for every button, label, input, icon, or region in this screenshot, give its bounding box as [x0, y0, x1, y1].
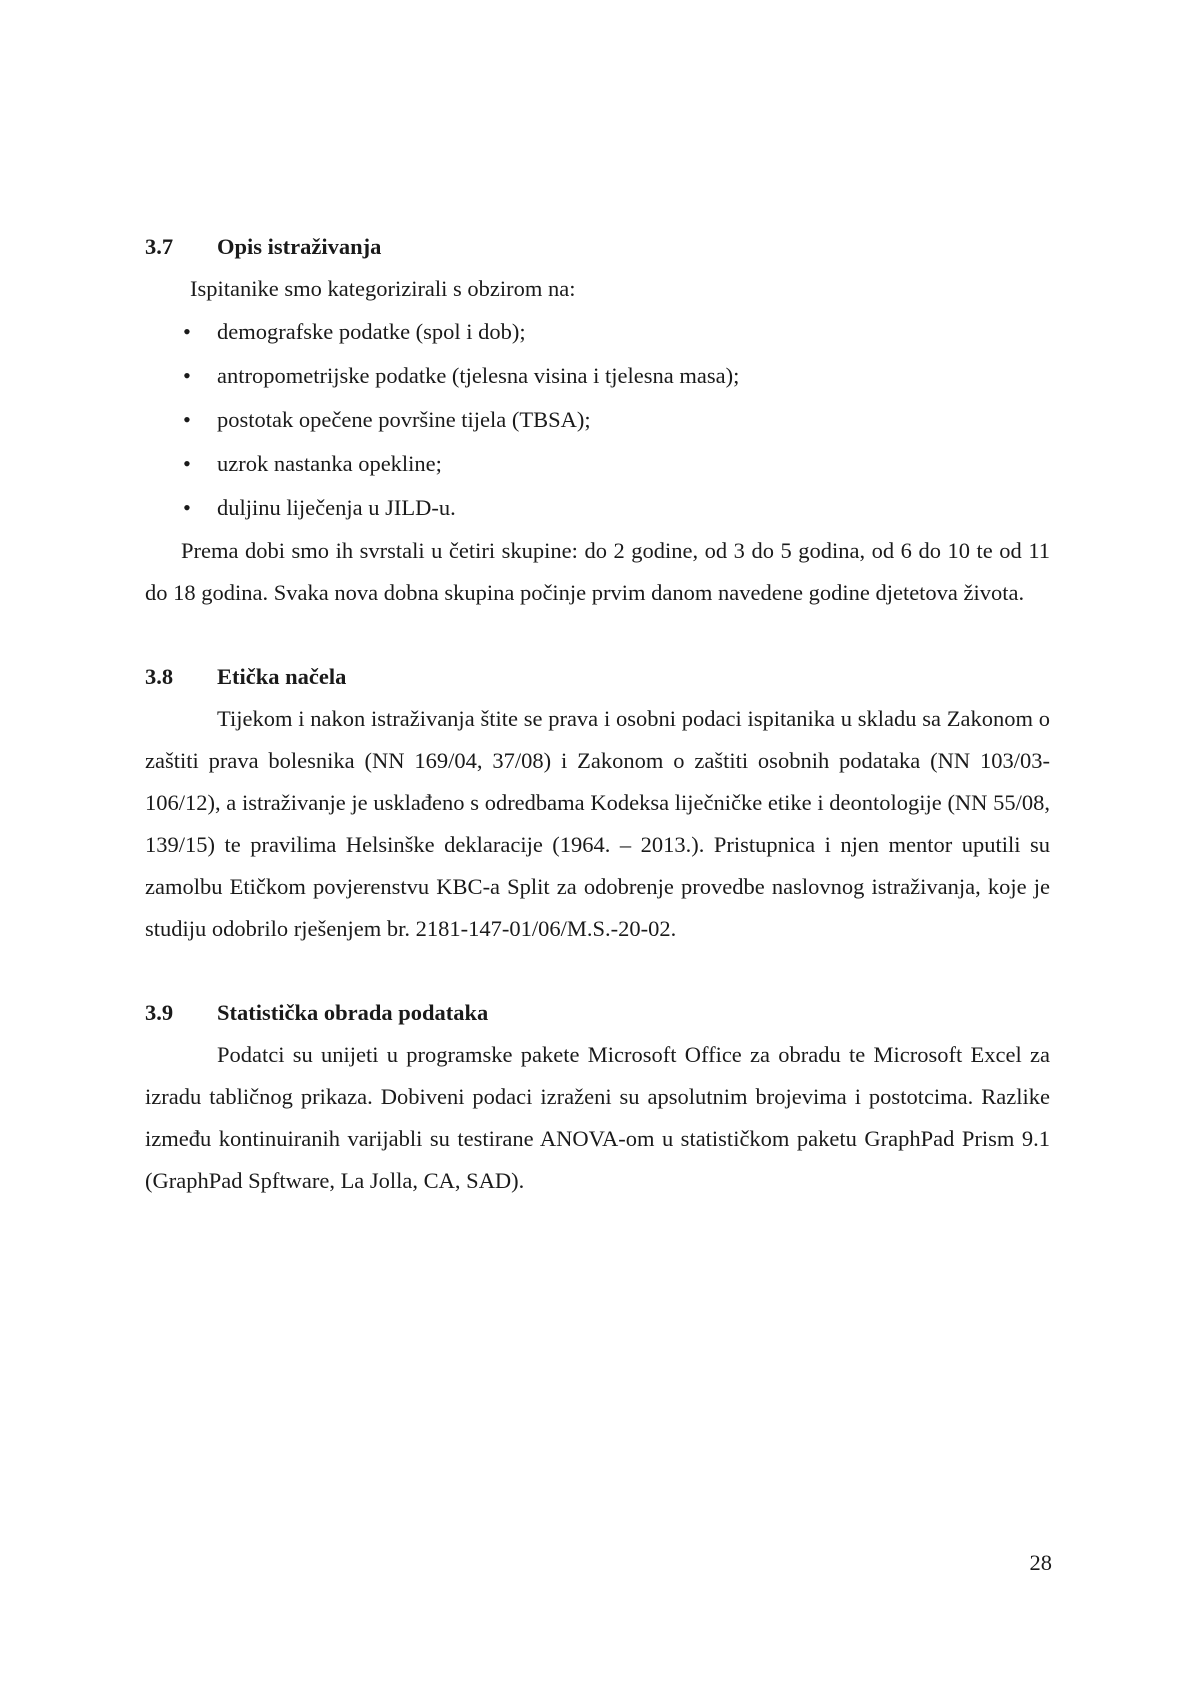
- section-number: 3.9: [145, 1000, 174, 1025]
- section-title: Opis istraživanja: [217, 234, 382, 259]
- list-item: [145, 310, 1050, 354]
- section-title: Etička načela: [217, 664, 347, 689]
- bullet-icon: •: [183, 319, 191, 344]
- list-item-text: demografske podatke (spol i dob);: [217, 319, 526, 344]
- list-item-text: postotak opečene površine tijela (TBSA);: [217, 407, 591, 432]
- section-spacer: [145, 614, 1050, 656]
- list-item: [145, 442, 1050, 486]
- list-item-text: uzrok nastanka opekline;: [217, 451, 442, 476]
- bullet-icon: •: [183, 495, 191, 520]
- bullet-icon: •: [183, 363, 191, 388]
- page-content: [145, 226, 1050, 1202]
- section-heading-3-9: [145, 992, 1050, 1034]
- bullet-icon: •: [183, 451, 191, 476]
- section-intro: Ispitanike smo kategorizirali s obzirom na:: [190, 276, 576, 301]
- section-spacer: [145, 950, 1050, 992]
- section-heading-3-8: [145, 656, 1050, 698]
- list-item-text: antropometrijske podatke (tjelesna visina i tjelesna masa);: [217, 363, 740, 388]
- section-title: Statistička obrada podataka: [217, 1000, 489, 1025]
- bullet-icon: •: [183, 407, 191, 432]
- section-number: 3.7: [145, 234, 174, 259]
- section-paragraph: Podatci su unijeti u programske pakete Microsoft Office za obradu te Microsoft Excel za izradu tabličnog prikaza. Dobiveni podaci izraženi su apsolutnim brojevima i postotcima. Razlike između kontinuiranih varijabli su testirane ANOVA-om u statističkom paketu GraphPad Prism 9.1 (GraphPad Spftware, La Jolla, CA, SAD).: [145, 1042, 1050, 1193]
- section-paragraph: Prema dobi smo ih svrstali u četiri skupine: do 2 godine, od 3 do 5 godina, od 6 do 10 te od 11 do 18 godina. Svaka nova dobna skupina počinje prvim danom navedene godine djetetova života.: [145, 538, 1050, 605]
- list-item: [145, 398, 1050, 442]
- section-paragraph: Tijekom i nakon istraživanja štite se prava i osobni podaci ispitanika u skladu sa Zakonom o zaštiti prava bolesnika (NN 169/04, 37/08) i Zakonom o zaštiti osobnih podataka (NN 103/03-106/12), a istraživanje je usklađeno s odredbama Kodeksa liječničke etike i deontologije (NN 55/08, 139/15) te pravilima Helsinške deklaracije (1964. – 2013.). Pristupnica i njen mentor uputili su zamolbu Etičkom povjerenstvu KBC-a Split za odobrenje provedbe naslovnog istraživanja, koje je studiju odobrilo rješenjem br. 2181-147-01/06/M.S.-20-02.: [145, 706, 1050, 941]
- section-heading-3-7: [145, 226, 1050, 268]
- page-number: 28: [1029, 1550, 1052, 1575]
- list-item: [145, 486, 1050, 530]
- list-item-text: duljinu liječenja u JILD-u.: [217, 495, 456, 520]
- list-item: [145, 354, 1050, 398]
- section-number: 3.8: [145, 664, 174, 689]
- bullet-list: [145, 310, 1050, 530]
